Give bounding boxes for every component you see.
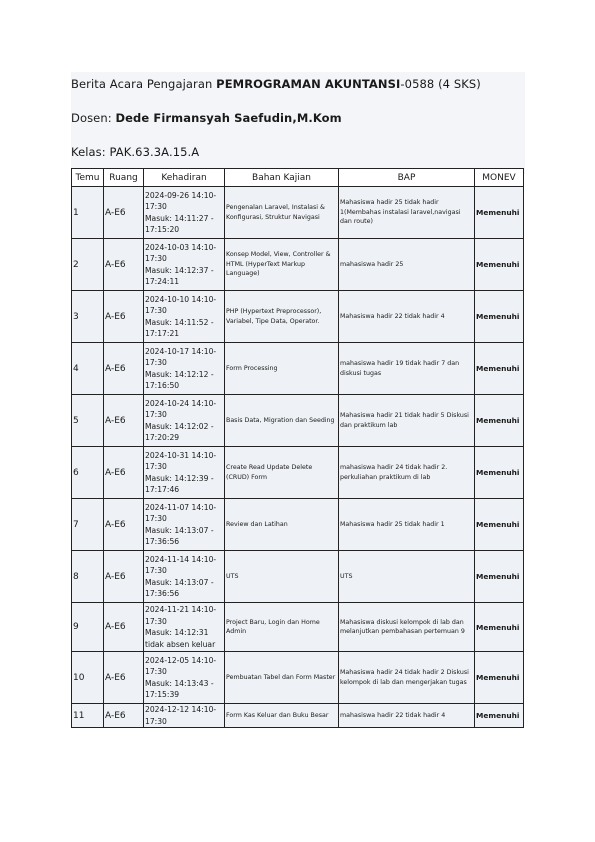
cell-kehadiran	[144, 291, 225, 343]
cell-monev: Memenuhi	[475, 395, 524, 447]
cell-monev: Memenuhi	[475, 499, 524, 551]
cell-ruang: A-E6	[104, 239, 144, 291]
col-header-ruang: Ruang	[104, 169, 144, 187]
document-header	[71, 72, 525, 174]
cell-bap: Mahasiswa hadir 25 tidak hadir 1(Membahas instalasi laravel,navigasi dan route)	[339, 187, 475, 239]
cell-kehadiran	[144, 395, 225, 447]
cell-ruang: A-E6	[104, 187, 144, 239]
cell-ruang: A-E6	[104, 395, 144, 447]
cell-monev: Memenuhi	[475, 652, 524, 704]
cell-monev: Memenuhi	[475, 343, 524, 395]
cell-temu: 9	[72, 603, 104, 652]
table-header-row	[72, 169, 524, 187]
cell-bahan-kajian: Basis Data, Migration dan Seeding	[225, 395, 339, 447]
cell-kehadiran	[144, 603, 225, 652]
cell-bap: Mahasiswa hadir 25 tidak hadir 1	[339, 499, 475, 551]
cell-monev: Memenuhi	[475, 187, 524, 239]
cell-bahan-kajian: Create Read Update Delete (CRUD) Form	[225, 447, 339, 499]
table-row	[72, 652, 524, 704]
schedule-time: 2024-10-03 14:10-17:30	[145, 242, 217, 263]
cell-monev: Memenuhi	[475, 447, 524, 499]
cell-kehadiran	[144, 447, 225, 499]
table-row	[72, 499, 524, 551]
cell-ruang: A-E6	[104, 447, 144, 499]
cell-ruang: A-E6	[104, 603, 144, 652]
cell-monev: Memenuhi	[475, 291, 524, 343]
cell-bahan-kajian: UTS	[225, 551, 339, 603]
table-row	[72, 704, 524, 728]
cell-temu: 1	[72, 187, 104, 239]
attendance-time: Masuk: 14:12:12 - 17:16:50	[145, 369, 214, 390]
schedule-time: 2024-11-14 14:10-17:30	[145, 554, 217, 575]
attendance-time: Masuk: 14:12:39 - 17:17:46	[145, 473, 214, 494]
cell-bahan-kajian: Form Processing	[225, 343, 339, 395]
attendance-time: Masuk: 14:12:02 - 17:20:29	[145, 421, 214, 442]
col-header-bap: BAP	[339, 169, 475, 187]
cell-ruang: A-E6	[104, 704, 144, 728]
col-header-monev: MONEV	[475, 169, 524, 187]
table-row	[72, 343, 524, 395]
course-code: -0588 (4 SKS)	[400, 77, 481, 91]
schedule-time: 2024-10-31 14:10-17:30	[145, 450, 217, 471]
cell-temu: 10	[72, 652, 104, 704]
lecturer-label: Dosen:	[71, 111, 116, 125]
cell-kehadiran	[144, 652, 225, 704]
cell-monev: Memenuhi	[475, 551, 524, 603]
attendance-time: Masuk: 14:13:07 - 17:36:56	[145, 525, 214, 546]
col-header-bahan-kajian: Bahan Kajian	[225, 169, 339, 187]
cell-bap: Mahasiswa hadir 22 tidak hadir 4	[339, 291, 475, 343]
cell-kehadiran	[144, 343, 225, 395]
cell-bahan-kajian: Review dan Latihan	[225, 499, 339, 551]
schedule-time: 2024-12-12 14:10-17:30	[145, 705, 217, 726]
class-line: Kelas: PAK.63.3A.15.A	[71, 145, 200, 159]
table-row	[72, 551, 524, 603]
col-header-temu: Temu	[72, 169, 104, 187]
cell-bahan-kajian: Pengenalan Laravel, Instalasi & Konfigurasi, Struktur Navigasi	[225, 187, 339, 239]
table-row	[72, 291, 524, 343]
schedule-time: 2024-09-26 14:10-17:30	[145, 190, 217, 211]
cell-bap: mahasiswa hadir 24 tidak hadir 2. perkuliahan praktikum di lab	[339, 447, 475, 499]
schedule-time: 2024-12-05 14:10-17:30	[145, 655, 217, 676]
table-row	[72, 187, 524, 239]
cell-ruang: A-E6	[104, 343, 144, 395]
schedule-time: 2024-11-21 14:10-17:30	[145, 605, 217, 626]
cell-monev: Memenuhi	[475, 603, 524, 652]
cell-bap: mahasiswa hadir 25	[339, 239, 475, 291]
table-row	[72, 239, 524, 291]
attendance-time: Masuk: 14:12:37 - 17:24:11	[145, 265, 214, 286]
schedule-time: 2024-10-10 14:10-17:30	[145, 294, 217, 315]
cell-kehadiran	[144, 239, 225, 291]
cell-ruang: A-E6	[104, 291, 144, 343]
cell-bahan-kajian: Form Kas Keluar dan Buku Besar	[225, 704, 339, 728]
title-prefix: Berita Acara Pengajaran	[71, 77, 217, 91]
cell-bahan-kajian: Konsep Model, View, Controller & HTML (HyperText Markup Language)	[225, 239, 339, 291]
cell-ruang: A-E6	[104, 499, 144, 551]
cell-temu: 11	[72, 704, 104, 728]
attendance-time: Masuk: 14:11:52 - 17:17:21	[145, 317, 214, 338]
lecturer-name: Dede Firmansyah Saefudin,M.Kom	[115, 111, 342, 125]
cell-bahan-kajian: PHP (Hypertext Preprocessor), Variabel, Tipe Data, Operator.	[225, 291, 339, 343]
attendance-time: Masuk: 14:13:43 - 17:15:39	[145, 678, 214, 699]
bap-table	[71, 168, 524, 728]
course-name: PEMROGRAMAN AKUNTANSI	[216, 77, 401, 91]
cell-bap: mahasiswa hadir 19 tidak hadir 7 dan diskusi tugas	[339, 343, 475, 395]
table-row	[72, 603, 524, 652]
table-row	[72, 395, 524, 447]
cell-temu: 6	[72, 447, 104, 499]
cell-ruang: A-E6	[104, 551, 144, 603]
attendance-time: Masuk: 14:13:07 - 17:36:56	[145, 577, 214, 598]
attendance-time: Masuk: 14:12:31 tidak absen keluar	[145, 628, 216, 649]
cell-kehadiran	[144, 187, 225, 239]
col-header-kehadiran: Kehadiran	[144, 169, 225, 187]
cell-temu: 8	[72, 551, 104, 603]
cell-bap: mahasiswa hadir 22 tidak hadir 4	[339, 704, 475, 728]
cell-kehadiran	[144, 499, 225, 551]
cell-temu: 7	[72, 499, 104, 551]
cell-monev: Memenuhi	[475, 239, 524, 291]
cell-bap: Mahasiswa hadir 21 tidak hadir 5 Diskusi dan praktikum lab	[339, 395, 475, 447]
cell-bap: Mahasiswa hadir 24 tidak hadir 2 Diskusi kelompok di lab dan mengerjakan tugas	[339, 652, 475, 704]
cell-bap: Mahasiswa diskusi kelompok di lab dan melanjutkan pembahasan pertemuan 9	[339, 603, 475, 652]
cell-ruang: A-E6	[104, 652, 144, 704]
schedule-time: 2024-10-24 14:10-17:30	[145, 398, 217, 419]
cell-kehadiran	[144, 551, 225, 603]
lecturer-line	[71, 106, 525, 140]
cell-monev: Memenuhi	[475, 704, 524, 728]
schedule-time: 2024-10-17 14:10-17:30	[145, 346, 217, 367]
cell-temu: 3	[72, 291, 104, 343]
cell-temu: 5	[72, 395, 104, 447]
cell-kehadiran	[144, 704, 225, 728]
cell-bahan-kajian: Project Baru, Login dan Home Admin	[225, 603, 339, 652]
table-row	[72, 447, 524, 499]
cell-temu: 2	[72, 239, 104, 291]
document-title	[71, 72, 525, 106]
attendance-time: Masuk: 14:11:27 - 17:15:20	[145, 213, 214, 234]
schedule-time: 2024-11-07 14:10-17:30	[145, 502, 217, 523]
cell-temu: 4	[72, 343, 104, 395]
cell-bahan-kajian: Pembuatan Tabel dan Form Master	[225, 652, 339, 704]
cell-bap: UTS	[339, 551, 475, 603]
